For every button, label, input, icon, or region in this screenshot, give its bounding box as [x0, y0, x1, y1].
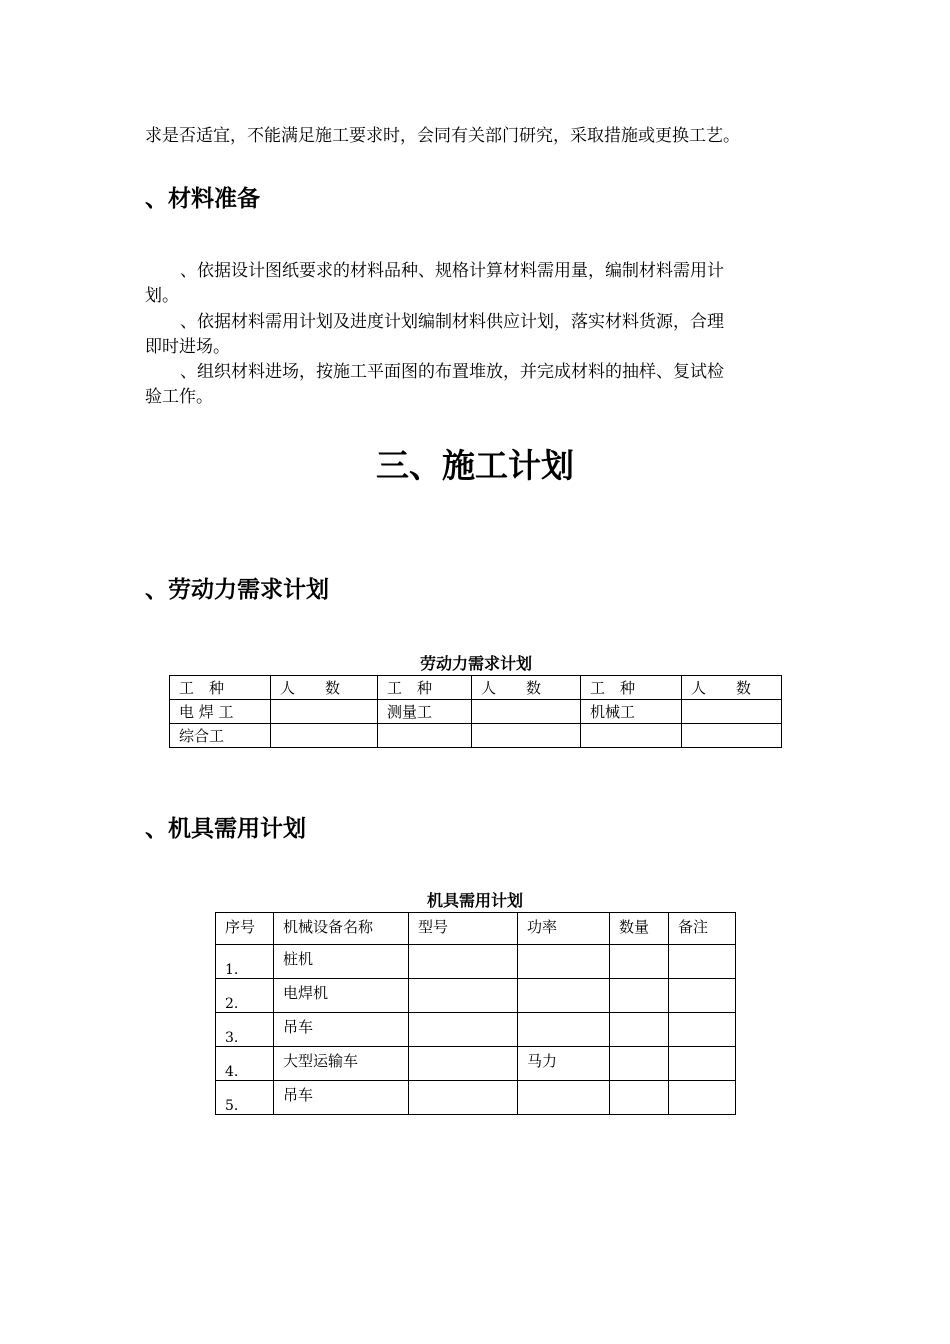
- equipment-row: [216, 1081, 736, 1115]
- equipment-cell: [518, 945, 610, 979]
- equipment-cell: [610, 979, 669, 1013]
- materials-p2-line2: 即时进场。: [145, 337, 230, 357]
- equipment-cell: [409, 1081, 518, 1115]
- equipment-header-cell: 机械设备名称: [274, 913, 409, 945]
- labor-cell: 综合工: [170, 724, 271, 748]
- equipment-table-caption: 机具需用计划: [426, 891, 523, 910]
- labor-cell: [472, 700, 581, 724]
- intro-line: 求是否适宜，不能满足施工要求时，会同有关部门研究，采取措施或更换工艺。: [145, 126, 740, 146]
- labor-cell: [581, 724, 682, 748]
- equipment-cell: [669, 945, 736, 979]
- labor-cell: [682, 700, 782, 724]
- equipment-cell: [669, 1013, 736, 1047]
- equipment-cell: [409, 979, 518, 1013]
- labor-cell: [271, 724, 378, 748]
- equipment-seq-cell: 2.: [216, 979, 274, 1013]
- labor-cell: 机械工: [581, 700, 682, 724]
- equipment-cell: 吊车: [274, 1081, 409, 1115]
- materials-p3-line1: 、组织材料进场，按施工平面图的布置堆放，并完成材料的抽样、复试检: [180, 362, 724, 382]
- equipment-header-row: [216, 913, 736, 945]
- labor-cell: [378, 724, 472, 748]
- equipment-cell: [610, 1081, 669, 1115]
- equipment-cell: [669, 1047, 736, 1081]
- equipment-cell: [610, 1013, 669, 1047]
- labor-cell: [271, 700, 378, 724]
- labor-cell: 电 焊 工: [170, 700, 271, 724]
- labor-heading: 、劳动力需求计划: [145, 577, 329, 603]
- labor-header-cell: 人 数: [682, 676, 782, 700]
- equipment-cell: [669, 979, 736, 1013]
- equipment-row: [216, 1047, 736, 1081]
- equipment-cell: 吊车: [274, 1013, 409, 1047]
- equipment-header-cell: 数量: [610, 913, 669, 945]
- materials-p2-line1: 、依据材料需用计划及进度计划编制材料供应计划，落实材料货源，合理: [180, 312, 724, 332]
- labor-cell: [472, 724, 581, 748]
- materials-p3-line2: 验工作。: [145, 387, 213, 407]
- equipment-cell: [610, 945, 669, 979]
- labor-row: [170, 700, 782, 724]
- equipment-header-cell: 备注: [669, 913, 736, 945]
- equipment-cell: [518, 1013, 610, 1047]
- equipment-cell: 大型运输车: [274, 1047, 409, 1081]
- equipment-row: [216, 945, 736, 979]
- materials-heading: 、材料准备: [145, 186, 260, 212]
- equipment-header-cell: 功率: [518, 913, 610, 945]
- labor-row: [170, 724, 782, 748]
- chapter-title: 三、施工计划: [376, 446, 574, 485]
- equipment-cell: [669, 1081, 736, 1115]
- equipment-row: [216, 979, 736, 1013]
- labor-header-cell: 人 数: [271, 676, 378, 700]
- labor-header-cell: 工 种: [378, 676, 472, 700]
- labor-header-cell: 人 数: [472, 676, 581, 700]
- equipment-cell: [610, 1047, 669, 1081]
- labor-cell: [682, 724, 782, 748]
- equipment-cell: 桩机: [274, 945, 409, 979]
- equipment-header-cell: 序号: [216, 913, 274, 945]
- materials-p1-line1: 、依据设计图纸要求的材料品种、规格计算材料需用量，编制材料需用计: [180, 261, 724, 281]
- equipment-seq-cell: 3.: [216, 1013, 274, 1047]
- equipment-heading: 、机具需用计划: [145, 816, 306, 842]
- equipment-seq-cell: 4.: [216, 1047, 274, 1081]
- equipment-cell: 电焊机: [274, 979, 409, 1013]
- labor-table-caption: 劳动力需求计划: [419, 654, 532, 673]
- equipment-cell: [518, 979, 610, 1013]
- labor-cell: 测量工: [378, 700, 472, 724]
- labor-table: [169, 675, 782, 748]
- equipment-cell: [409, 1047, 518, 1081]
- equipment-cell: 马力: [518, 1047, 610, 1081]
- equipment-row: [216, 1013, 736, 1047]
- labor-header-cell: 工 种: [581, 676, 682, 700]
- equipment-seq-cell: 5.: [216, 1081, 274, 1115]
- equipment-cell: [518, 1081, 610, 1115]
- equipment-header-cell: 型号: [409, 913, 518, 945]
- equipment-cell: [409, 945, 518, 979]
- materials-p1-line2: 划。: [145, 286, 179, 306]
- labor-header-cell: 工 种: [170, 676, 271, 700]
- equipment-table: [215, 912, 736, 1115]
- equipment-seq-cell: 1.: [216, 945, 274, 979]
- equipment-cell: [409, 1013, 518, 1047]
- labor-header-row: [170, 676, 782, 700]
